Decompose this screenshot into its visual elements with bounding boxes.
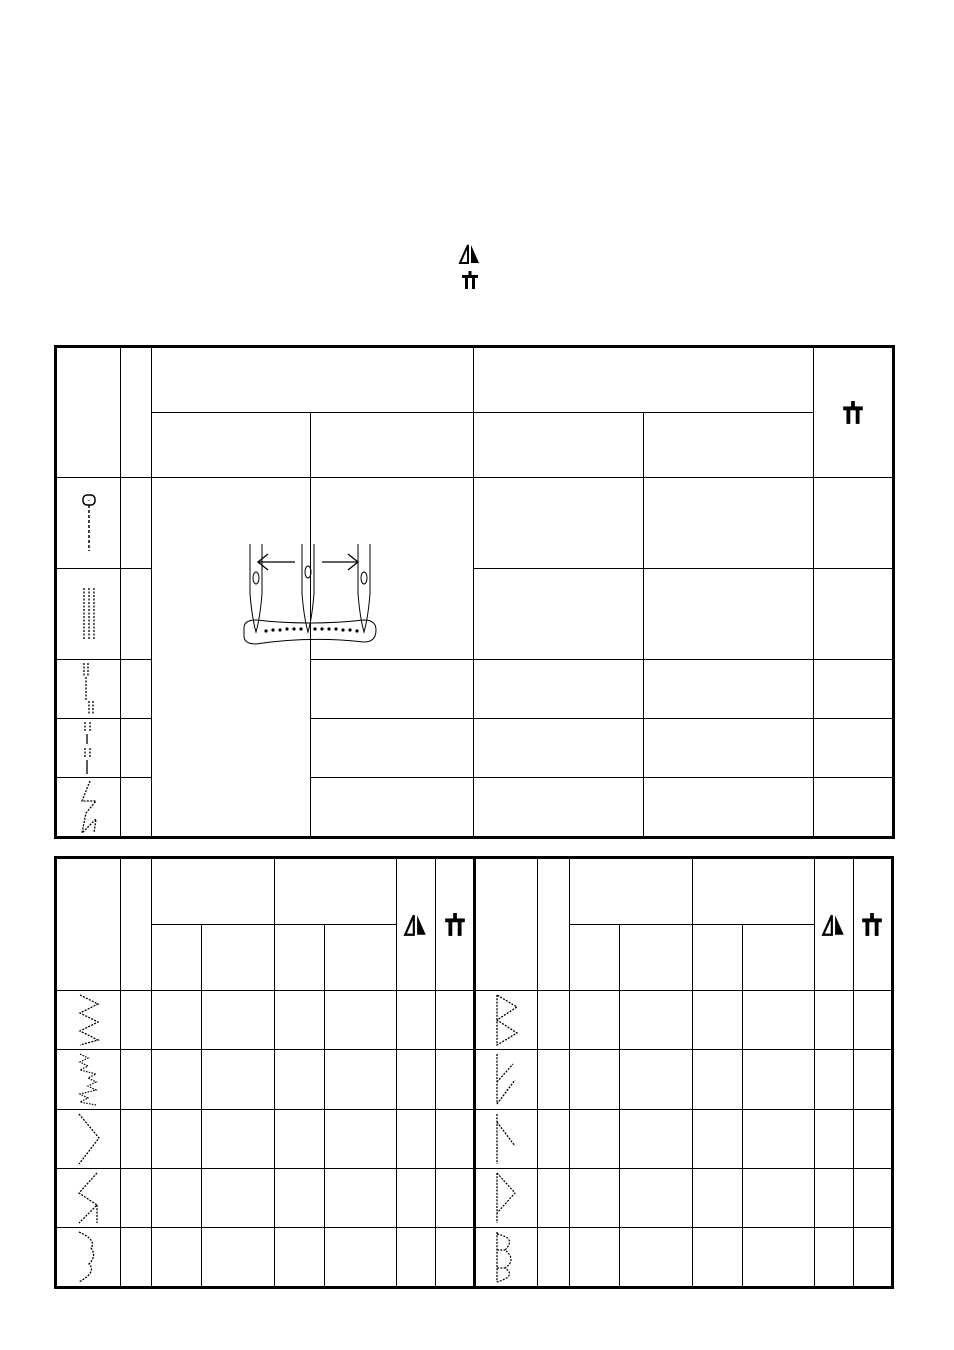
value-cell <box>436 1109 475 1168</box>
value-cell <box>644 569 814 660</box>
value-cell <box>152 991 202 1050</box>
triangle-stitch-icon <box>476 991 537 1049</box>
value-cell <box>202 1109 275 1168</box>
value-cell <box>538 1050 569 1109</box>
shell-stitch-icon <box>476 1228 537 1286</box>
header-cell-number <box>121 859 152 991</box>
value-cell <box>397 991 436 1050</box>
value-cell <box>692 991 742 1050</box>
value-cell <box>742 1050 814 1109</box>
subheader-cell <box>152 925 202 991</box>
value-cell <box>569 1050 619 1109</box>
value-cell <box>644 719 814 778</box>
number-cell <box>121 569 152 660</box>
mirror-image-icon <box>397 859 435 990</box>
value-cell <box>121 1109 152 1168</box>
value-cell <box>121 1168 152 1227</box>
wide-zigzag-stitch-icon <box>57 1110 120 1168</box>
subheader-cell-1 <box>152 413 311 478</box>
value-cell <box>742 1227 814 1286</box>
stitch-cell <box>475 991 538 1050</box>
subheader-cell <box>619 925 692 991</box>
header-cell-mirror <box>814 859 853 991</box>
value-cell <box>436 991 475 1050</box>
value-cell <box>853 1227 891 1286</box>
value-cell <box>152 1168 202 1227</box>
twin-needle-icon <box>854 859 891 990</box>
zigzag-stitch-icon <box>57 991 120 1049</box>
value-cell <box>121 991 152 1050</box>
value-cell <box>325 991 397 1050</box>
stitch-cell <box>57 569 121 660</box>
rick-rack-stitch-icon <box>476 1110 537 1168</box>
value-cell <box>311 719 474 778</box>
value-cell <box>121 1050 152 1109</box>
value-cell <box>538 991 569 1050</box>
stitch-cell <box>57 660 121 719</box>
value-cell <box>311 660 474 719</box>
value-cell <box>436 1227 475 1286</box>
stitch-cell <box>475 1050 538 1109</box>
subheader-cell <box>325 925 397 991</box>
header-cell-group-2 <box>692 859 814 925</box>
header-cell-mirror <box>397 859 436 991</box>
stitch-cell <box>57 1168 121 1227</box>
value-cell <box>325 1227 397 1286</box>
value-cell <box>814 1227 853 1286</box>
header-cell-number <box>538 859 569 991</box>
basting-stitch-icon <box>57 719 120 777</box>
value-cell <box>397 1227 436 1286</box>
value-cell <box>152 1227 202 1286</box>
value-cell <box>814 1168 853 1227</box>
header-cell-number <box>121 348 152 478</box>
header-cell-twin-needle <box>436 859 475 991</box>
twin-needle-icon <box>460 270 480 290</box>
overcast-stitch-icon <box>57 1169 120 1227</box>
twin-needle-icon <box>814 348 892 477</box>
header-cell-stitch <box>57 348 121 478</box>
stitch-cell <box>57 1109 121 1168</box>
value-cell <box>814 719 893 778</box>
value-cell <box>644 478 814 569</box>
value-cell <box>814 660 893 719</box>
subheader-cell-4 <box>644 413 814 478</box>
value-cell <box>814 1109 853 1168</box>
value-cell <box>692 1227 742 1286</box>
stitch-cell <box>57 991 121 1050</box>
value-cell <box>202 991 275 1050</box>
stitch-cell <box>475 1168 538 1227</box>
multi-zigzag-stitch-icon <box>57 1050 120 1108</box>
subheader-cell-2 <box>311 413 474 478</box>
value-cell <box>275 1050 325 1109</box>
value-cell <box>275 991 325 1050</box>
value-cell <box>569 991 619 1050</box>
value-cell <box>619 1168 692 1227</box>
header-cell-group-2 <box>275 859 397 925</box>
value-cell <box>619 1109 692 1168</box>
subheader-cell <box>692 925 742 991</box>
needle-position-diagram-icon <box>240 544 380 654</box>
stitch-cell <box>57 1050 121 1109</box>
mirror-image-icon <box>458 244 482 264</box>
number-cell <box>121 778 152 837</box>
value-cell <box>202 1050 275 1109</box>
stitch-table-bottom <box>56 858 892 1287</box>
value-cell <box>853 1050 891 1109</box>
stem-stitch-icon <box>57 660 120 718</box>
subheader-cell <box>275 925 325 991</box>
header-cell-twin-needle <box>814 348 893 478</box>
scallop-stitch-icon <box>57 1228 120 1286</box>
value-cell <box>853 1168 891 1227</box>
value-cell <box>397 1168 436 1227</box>
stitch-cell <box>475 1227 538 1286</box>
needle-position-cell <box>152 478 311 837</box>
value-cell <box>538 1109 569 1168</box>
value-cell <box>311 778 474 837</box>
header-cell-group-1 <box>152 859 275 925</box>
number-cell <box>121 719 152 778</box>
stitch-cell <box>57 778 121 837</box>
value-cell <box>569 1168 619 1227</box>
value-cell <box>275 1168 325 1227</box>
value-cell <box>814 478 893 569</box>
lightning-stitch-icon <box>57 778 120 836</box>
value-cell <box>742 1168 814 1227</box>
value-cell <box>692 1050 742 1109</box>
value-cell <box>692 1168 742 1227</box>
number-cell <box>121 660 152 719</box>
value-cell <box>436 1050 475 1109</box>
cross-stitch-icon <box>476 1169 537 1227</box>
buttonhole-stitch-icon <box>57 478 120 568</box>
value-cell <box>397 1109 436 1168</box>
value-cell <box>275 1109 325 1168</box>
value-cell <box>742 991 814 1050</box>
value-cell <box>474 478 644 569</box>
value-cell <box>474 719 644 778</box>
stitch-table-top <box>56 347 893 837</box>
value-cell <box>814 778 893 837</box>
value-cell <box>275 1227 325 1286</box>
value-cell <box>325 1050 397 1109</box>
subheader-cell <box>569 925 619 991</box>
header-cell-group-1 <box>569 859 692 925</box>
value-cell <box>121 1227 152 1286</box>
value-cell <box>202 1227 275 1286</box>
number-cell <box>121 478 152 569</box>
value-cell <box>152 1050 202 1109</box>
subheader-cell <box>202 925 275 991</box>
value-cell <box>644 660 814 719</box>
feather-stitch-icon <box>476 1050 537 1108</box>
twin-needle-icon <box>436 859 473 990</box>
value-cell <box>569 1227 619 1286</box>
value-cell <box>814 991 853 1050</box>
value-cell <box>692 1109 742 1168</box>
value-cell <box>853 1109 891 1168</box>
header-cell-group-2 <box>474 348 814 413</box>
value-cell <box>538 1227 569 1286</box>
value-cell <box>814 569 893 660</box>
stitch-cell <box>475 1109 538 1168</box>
value-cell <box>814 1050 853 1109</box>
value-cell <box>436 1168 475 1227</box>
value-cell <box>474 660 644 719</box>
mirror-image-icon <box>815 859 853 990</box>
value-cell <box>853 991 891 1050</box>
value-cell <box>325 1109 397 1168</box>
value-cell <box>202 1168 275 1227</box>
subheader-cell <box>742 925 814 991</box>
value-cell <box>325 1168 397 1227</box>
value-cell <box>619 1050 692 1109</box>
subheader-cell-3 <box>474 413 644 478</box>
header-cell-twin-needle <box>853 859 891 991</box>
header-cell-group-1 <box>152 348 474 413</box>
stitch-cell <box>57 719 121 778</box>
value-cell <box>619 1227 692 1286</box>
value-cell <box>569 1109 619 1168</box>
value-cell <box>397 1050 436 1109</box>
value-cell <box>742 1109 814 1168</box>
value-cell <box>474 778 644 837</box>
value-cell <box>619 991 692 1050</box>
header-cell-stitch <box>475 859 538 991</box>
value-cell <box>644 778 814 837</box>
stitch-cell <box>57 478 121 569</box>
value-cell <box>152 1109 202 1168</box>
triple-straight-stitch-icon <box>57 569 120 659</box>
header-cell-stitch <box>57 859 121 991</box>
value-cell <box>474 569 644 660</box>
value-cell <box>538 1168 569 1227</box>
stitch-cell <box>57 1227 121 1286</box>
